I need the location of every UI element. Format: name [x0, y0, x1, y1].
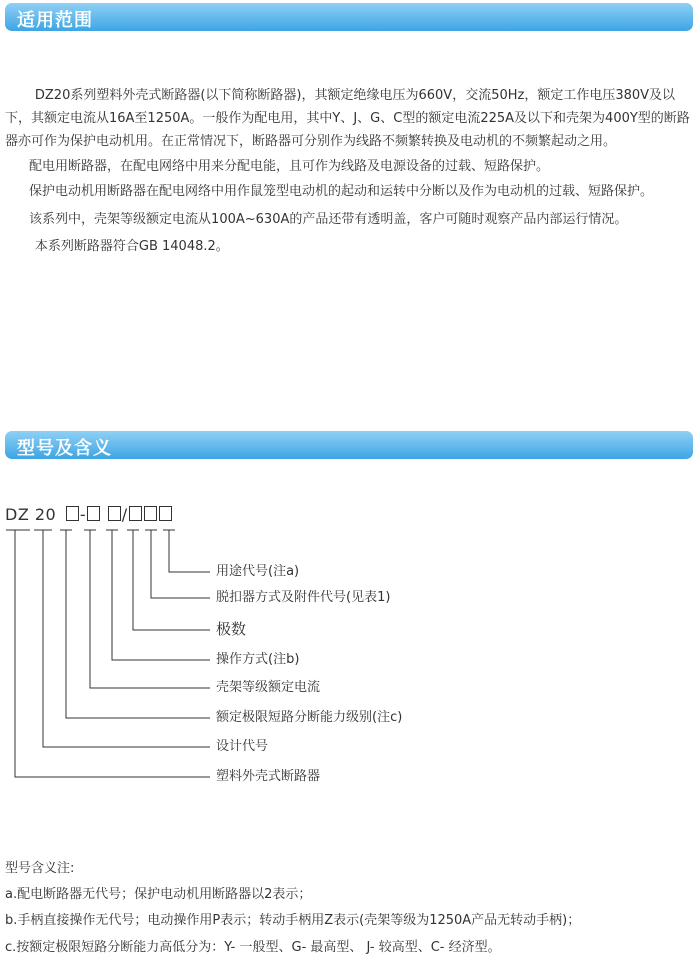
paragraph: 保护电动机用断路器在配电网络中用作鼠笼型电动机的起动和运转中分断以及作为电动机的过载、短路保护。: [29, 184, 654, 199]
code-label: 塑料外壳式断路器: [216, 769, 321, 784]
code-dash: -: [79, 505, 87, 524]
paragraph: 本系列断路器符合GB 14048.2。: [34, 239, 229, 254]
code-label: 壳架等级额定电流: [216, 680, 321, 695]
paragraph: 该系列中，壳架等级额定电流从100A~630A的产品还带有透明盖，客户可随时观察产品内部运行情况。: [29, 212, 628, 227]
section-title: 适用范围: [17, 10, 93, 31]
code-prefix: DZ 20: [5, 505, 57, 524]
note-item: a.配电断路器无代号；保护电动机用断路器以2表示；: [5, 887, 312, 902]
notes-title: 型号含义注:: [5, 861, 75, 876]
code-label: 极数: [216, 620, 247, 638]
note-item: b.手柄直接操作无代号；电动操作用P表示；转动手柄用Z表示(壳架等级为1250A产品无转动手柄)；: [5, 913, 581, 928]
code-label: 额定极限短路分断能力级别(注c): [216, 710, 403, 725]
code-label: 用途代号(注a): [216, 564, 300, 579]
paragraph: 配电用断路器，在配电网络中用来分配电能，且可作为线路及电源设备的过载、短路保护。: [29, 159, 550, 174]
section-title: 型号及含义: [17, 438, 112, 459]
code-label: 操作方式(注b): [216, 652, 300, 667]
paragraph: DZ20系列塑料外壳式断路器(以下简称断路器)，其额定绝缘电压为660V，交流50Hz，额定工作电压380V及以下，其额定电流从16A至1250A。一般作为配电用，其中Y、J、G、C型的额定电流225A及以下和壳架为400Y型的断路器亦可作为保护电动机用。在正常情况下，断路器可分别作为线路不频繁转换及电动机的不频繁起动之用。: [5, 88, 690, 149]
code-slash: /: [121, 505, 128, 524]
code-label: 设计代号: [216, 739, 269, 754]
note-item: c.按额定极限短路分断能力高低分为：Y- 一般型、G- 最高型、 J- 较高型、C- 经济型。: [5, 940, 501, 955]
code-label: 脱扣器方式及附件代号(见表1): [216, 590, 391, 605]
